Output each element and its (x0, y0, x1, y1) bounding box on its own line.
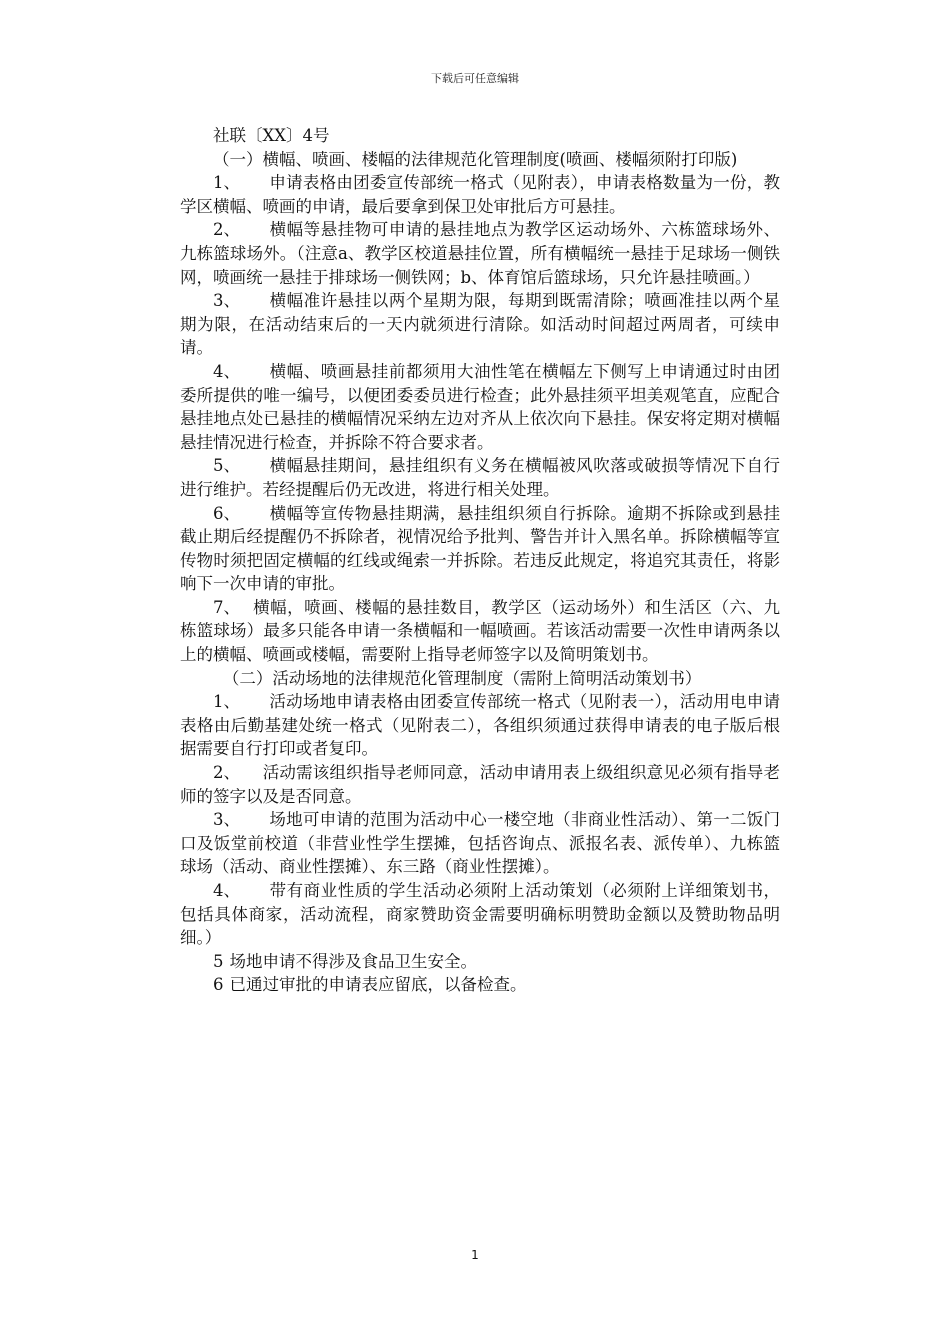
item-number: 4、 (213, 361, 240, 381)
section-1-item-1 (180, 171, 780, 218)
section-2-item-1 (180, 690, 780, 761)
item-text: 带有商业性质的学生活动必须附上活动策划（必须附上详细策划书，包括具体商家，活动流程，商家赞助资金需要明确标明赞助金额以及赞助物品明细。） (180, 881, 780, 948)
section-2-item-5 (180, 950, 780, 974)
item-text: 活动场地申请表格由团委宣传部统一格式（见附表一），活动用电申请表格由后勤基建处统一格式（见附表二），各组织须通过获得申请表的电子版后根据需要自行打印或者复印。 (180, 692, 780, 759)
item-number: 5 (213, 951, 224, 971)
item-number: 6 (213, 975, 224, 995)
item-text: 场地可申请的范围为活动中心一楼空地（非商业性活动）、第一二饭门口及饭堂前校道（非营业性学生摆摊，包括咨询点、派报名表、派传单）、九栋篮球场（活动、商业性摆摊）、东三路（商业性摆摊）。 (180, 810, 780, 877)
item-text: 活动需该组织指导老师同意，活动申请用表上级组织意见必须有指导老师的签字以及是否同意。 (180, 763, 780, 806)
item-number: 1、 (213, 173, 240, 193)
item-text: 横幅，喷画、楼幅的悬挂数目，教学区（运动场外）和生活区（六、九栋篮球场）最多只能各申请一条横幅和一幅喷画。若该活动需要一次性申请两条以上的横幅、喷画或楼幅，需要附上指导老师签字以及简明策划书。 (180, 597, 780, 665)
section-1-item-5 (180, 454, 780, 501)
item-text: 申请表格由团委宣传部统一格式（见附表），申请表格数量为一份，教学区横幅、喷画的申请，最后要拿到保卫处审批后方可悬挂。 (180, 173, 780, 216)
item-text: 场地申请不得涉及食品卫生安全。 (229, 951, 477, 971)
item-number: 1、 (213, 692, 240, 712)
section-1-item-7 (180, 596, 780, 667)
doc-number: 社联〔XX〕4号 (213, 126, 330, 145)
item-number: 7、 (213, 597, 240, 617)
section-1-title: （一）横幅、喷画、楼幅的法律规范化管理制度(喷画、楼幅须附打印版) (213, 149, 738, 169)
section-2-item-2 (180, 761, 780, 808)
item-text: 横幅准许悬挂以两个星期为限，每期到既需清除；喷画准挂以两个星期为限，在活动结束后的一天内就须进行清除。如活动时间超过两周者，可续申请。 (180, 291, 780, 358)
item-text: 已通过审批的申请表应留底，以备检查。 (229, 975, 527, 995)
item-number: 6、 (213, 503, 240, 523)
item-text: 横幅等宣传物悬挂期满，悬挂组织须自行拆除。逾期不拆除或到悬挂截止期后经提醒仍不拆除者，视情况给予批判、警告并计入黑名单。拆除横幅等宣传物时须把固定横幅的红线或绳索一并拆除。若违反此规定，将追究其责任，将影响下一次申请的审批。 (180, 503, 780, 594)
item-text: 横幅悬挂期间，悬挂组织有义务在横幅被风吹落或破损等情况下自行进行维护。若经提醒后仍无改进，将进行相关处理。 (180, 456, 780, 499)
item-text: 横幅等悬挂物可申请的悬挂地点为教学区运动场外、六栋篮球场外、九栋篮球场外。（注意a、教学区校道悬挂位置，所有横幅统一悬挂于足球场一侧铁网，喷画统一悬挂于排球场一侧铁网；b、体育馆后篮球场，只允许悬挂喷画。） (180, 220, 780, 287)
item-number: 3、 (213, 810, 240, 830)
section-2-item-6 (180, 973, 780, 997)
page-header-note: 下载后可任意编辑 (431, 72, 519, 85)
section-1-item-4 (180, 360, 780, 454)
section-1-item-2 (180, 218, 780, 289)
item-number: 4、 (213, 881, 240, 900)
section-2-item-3 (180, 808, 780, 879)
item-number: 2、 (213, 763, 240, 783)
item-number: 2、 (213, 220, 240, 240)
section-1-item-3 (180, 289, 780, 360)
section-2-title: （二）活动场地的法律规范化管理制度（需附上简明活动策划书） (222, 668, 702, 688)
section-2-item-4 (180, 879, 780, 950)
section-1-item-6 (180, 502, 780, 596)
item-text: 横幅、喷画悬挂前都须用大油性笔在横幅左下侧写上申请通过时由团委所提供的唯一编号，以便团委委员进行检查；此外悬挂须平坦美观笔直，应配合悬挂地点处已悬挂的横幅情况采纳左边对齐从上依次向下悬挂。保安将定期对横幅悬挂情况进行检查，并拆除不符合要求者。 (180, 361, 780, 452)
item-number: 3、 (213, 291, 240, 311)
document-body (180, 124, 780, 997)
item-number: 5、 (213, 456, 240, 476)
page-number: 1 (471, 1248, 479, 1262)
